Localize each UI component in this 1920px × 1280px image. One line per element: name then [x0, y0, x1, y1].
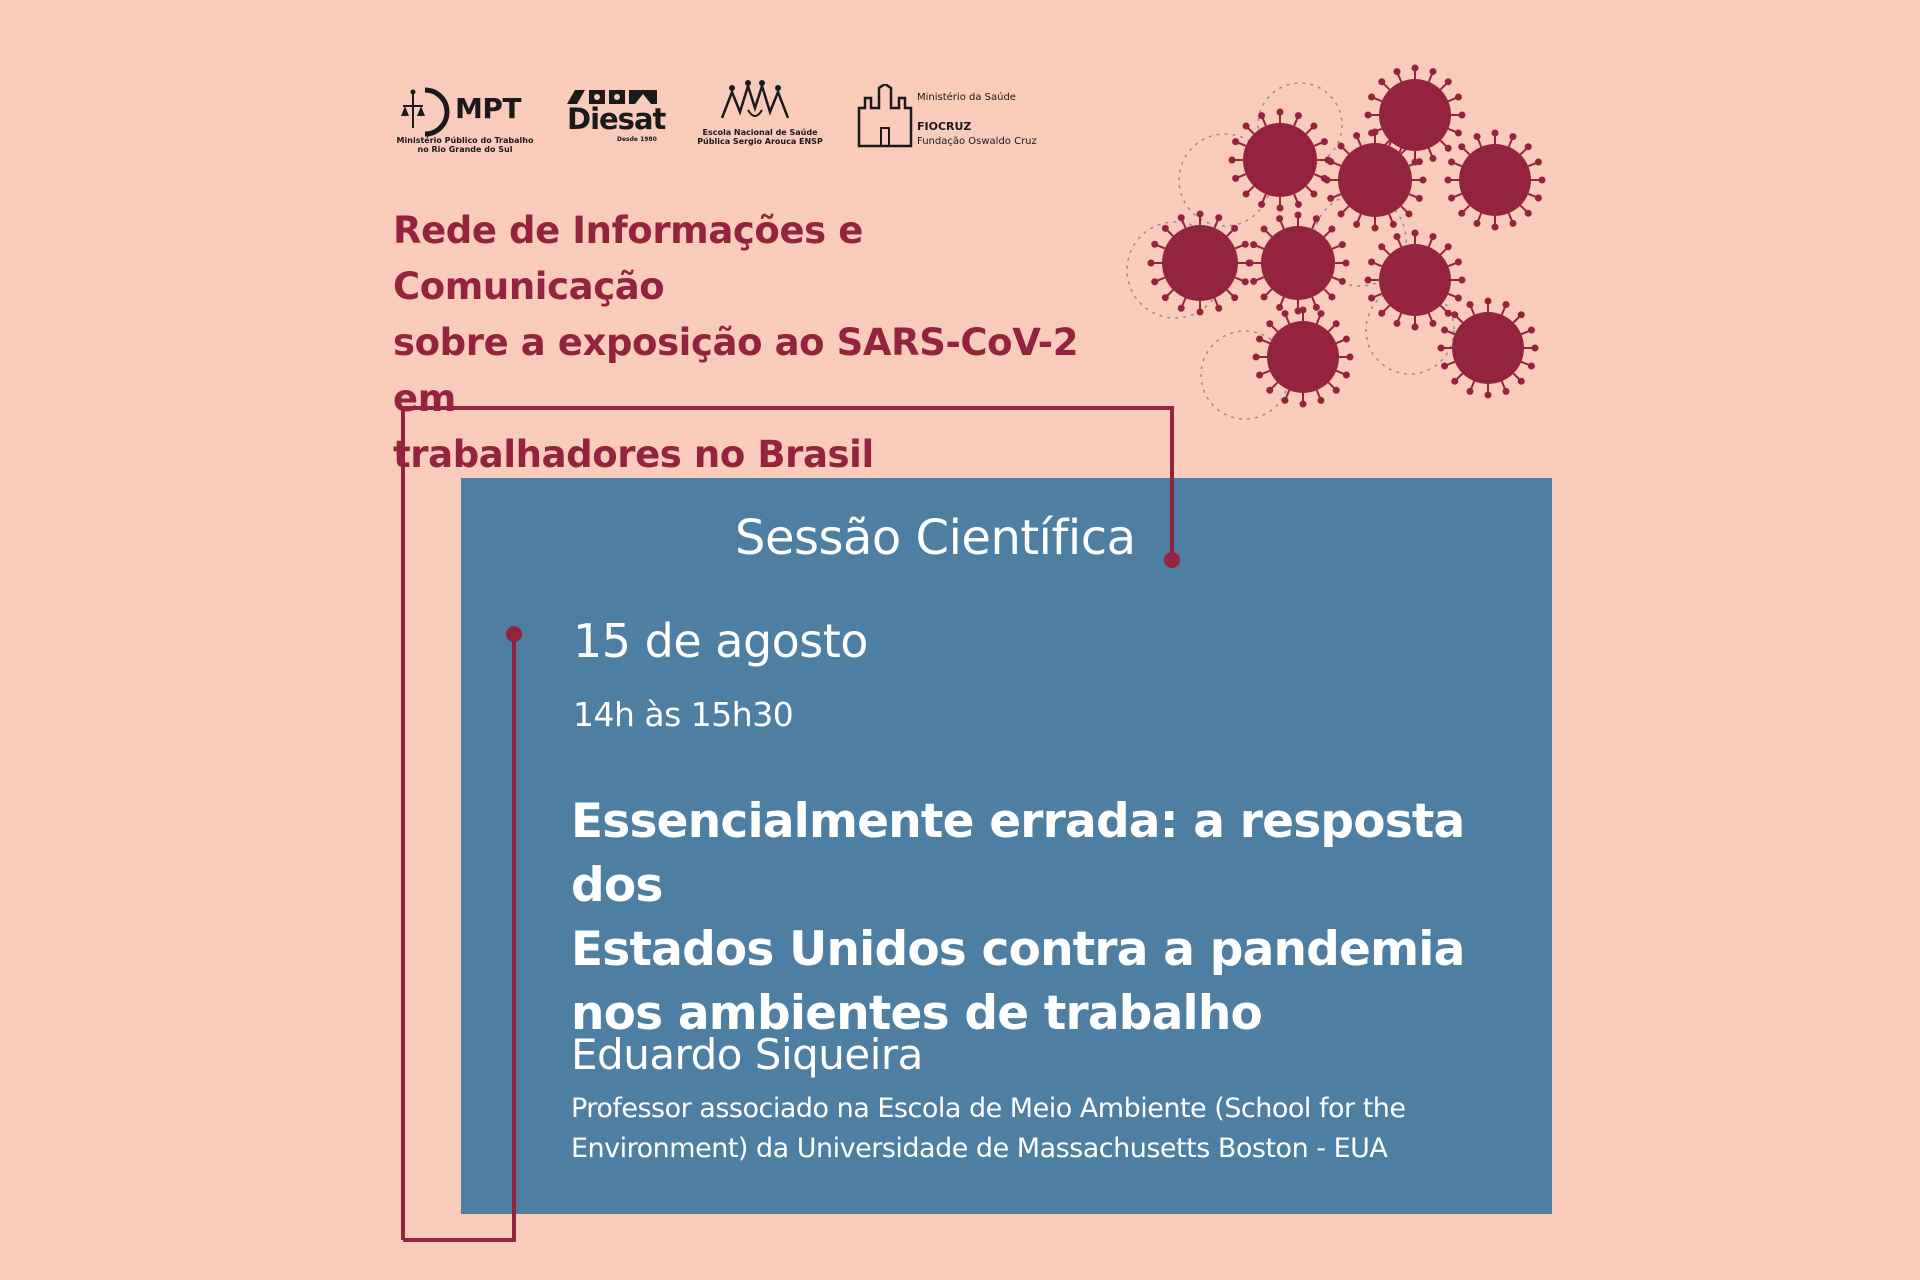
diesat-subtitle: Desde 1980: [617, 136, 657, 143]
virus-particle: [1247, 212, 1350, 315]
partner-logos: [395, 78, 1055, 168]
speaker-affiliation: [571, 1089, 1471, 1169]
virus-particle: [1253, 307, 1354, 408]
session-type: Sessão Científica: [735, 510, 1136, 566]
fiocruz-ministry: Ministério da Saúde: [917, 92, 1016, 103]
coronavirus-cluster-icon: [1110, 55, 1570, 425]
talk-title-line: Estados Unidos contra a pandemia: [571, 922, 1465, 977]
virus-particle: [1445, 130, 1546, 231]
mpt-subtitle: Ministério Público do Trabalho no Rio Grande do Sul: [396, 136, 534, 154]
ensp-subtitle: Escola Nacional de Saúde Pública Sergio Arouca ENSP: [697, 128, 823, 146]
fiocruz-name: FIOCRUZ: [917, 120, 972, 133]
talk-title-line: Essencialmente errada: a resposta dos: [571, 794, 1465, 913]
event-date: 15 de agosto: [573, 614, 868, 668]
virus-particle: [1438, 298, 1539, 399]
headline-line: sobre a exposição ao SARS-CoV-2 em: [393, 321, 1079, 420]
affiliation-line: Professor associado na Escola de Meio Ambiente (School for the: [571, 1093, 1406, 1124]
virus-particle: [1148, 211, 1253, 316]
event-time: 14h às 15h30: [573, 695, 794, 734]
virus-particle: [1324, 129, 1427, 232]
virus-particle: [1365, 230, 1466, 331]
network-headline: [393, 203, 1113, 483]
affiliation-line: Environment) da Universidade de Massachusetts Boston - EUA: [571, 1133, 1388, 1164]
fiocruz-subtitle: Fundação Oswaldo Cruz: [917, 136, 1037, 147]
scales-of-justice-icon: [395, 84, 451, 140]
talk-title-line: nos ambientes de trabalho: [571, 986, 1263, 1041]
diesat-name: Diesat: [567, 102, 666, 136]
speaker-name: Eduardo Siqueira: [571, 1030, 923, 1079]
headline-line: Rede de Informações e Comunicação: [393, 209, 863, 308]
talk-title: [571, 790, 1551, 1046]
headline-line: trabalhadores no Brasil: [393, 433, 874, 476]
virus-particle: [1229, 109, 1332, 212]
fiocruz-castle-icon: [855, 84, 915, 148]
ensp-people-icon: [720, 78, 790, 128]
mpt-name: MPT: [455, 92, 521, 125]
